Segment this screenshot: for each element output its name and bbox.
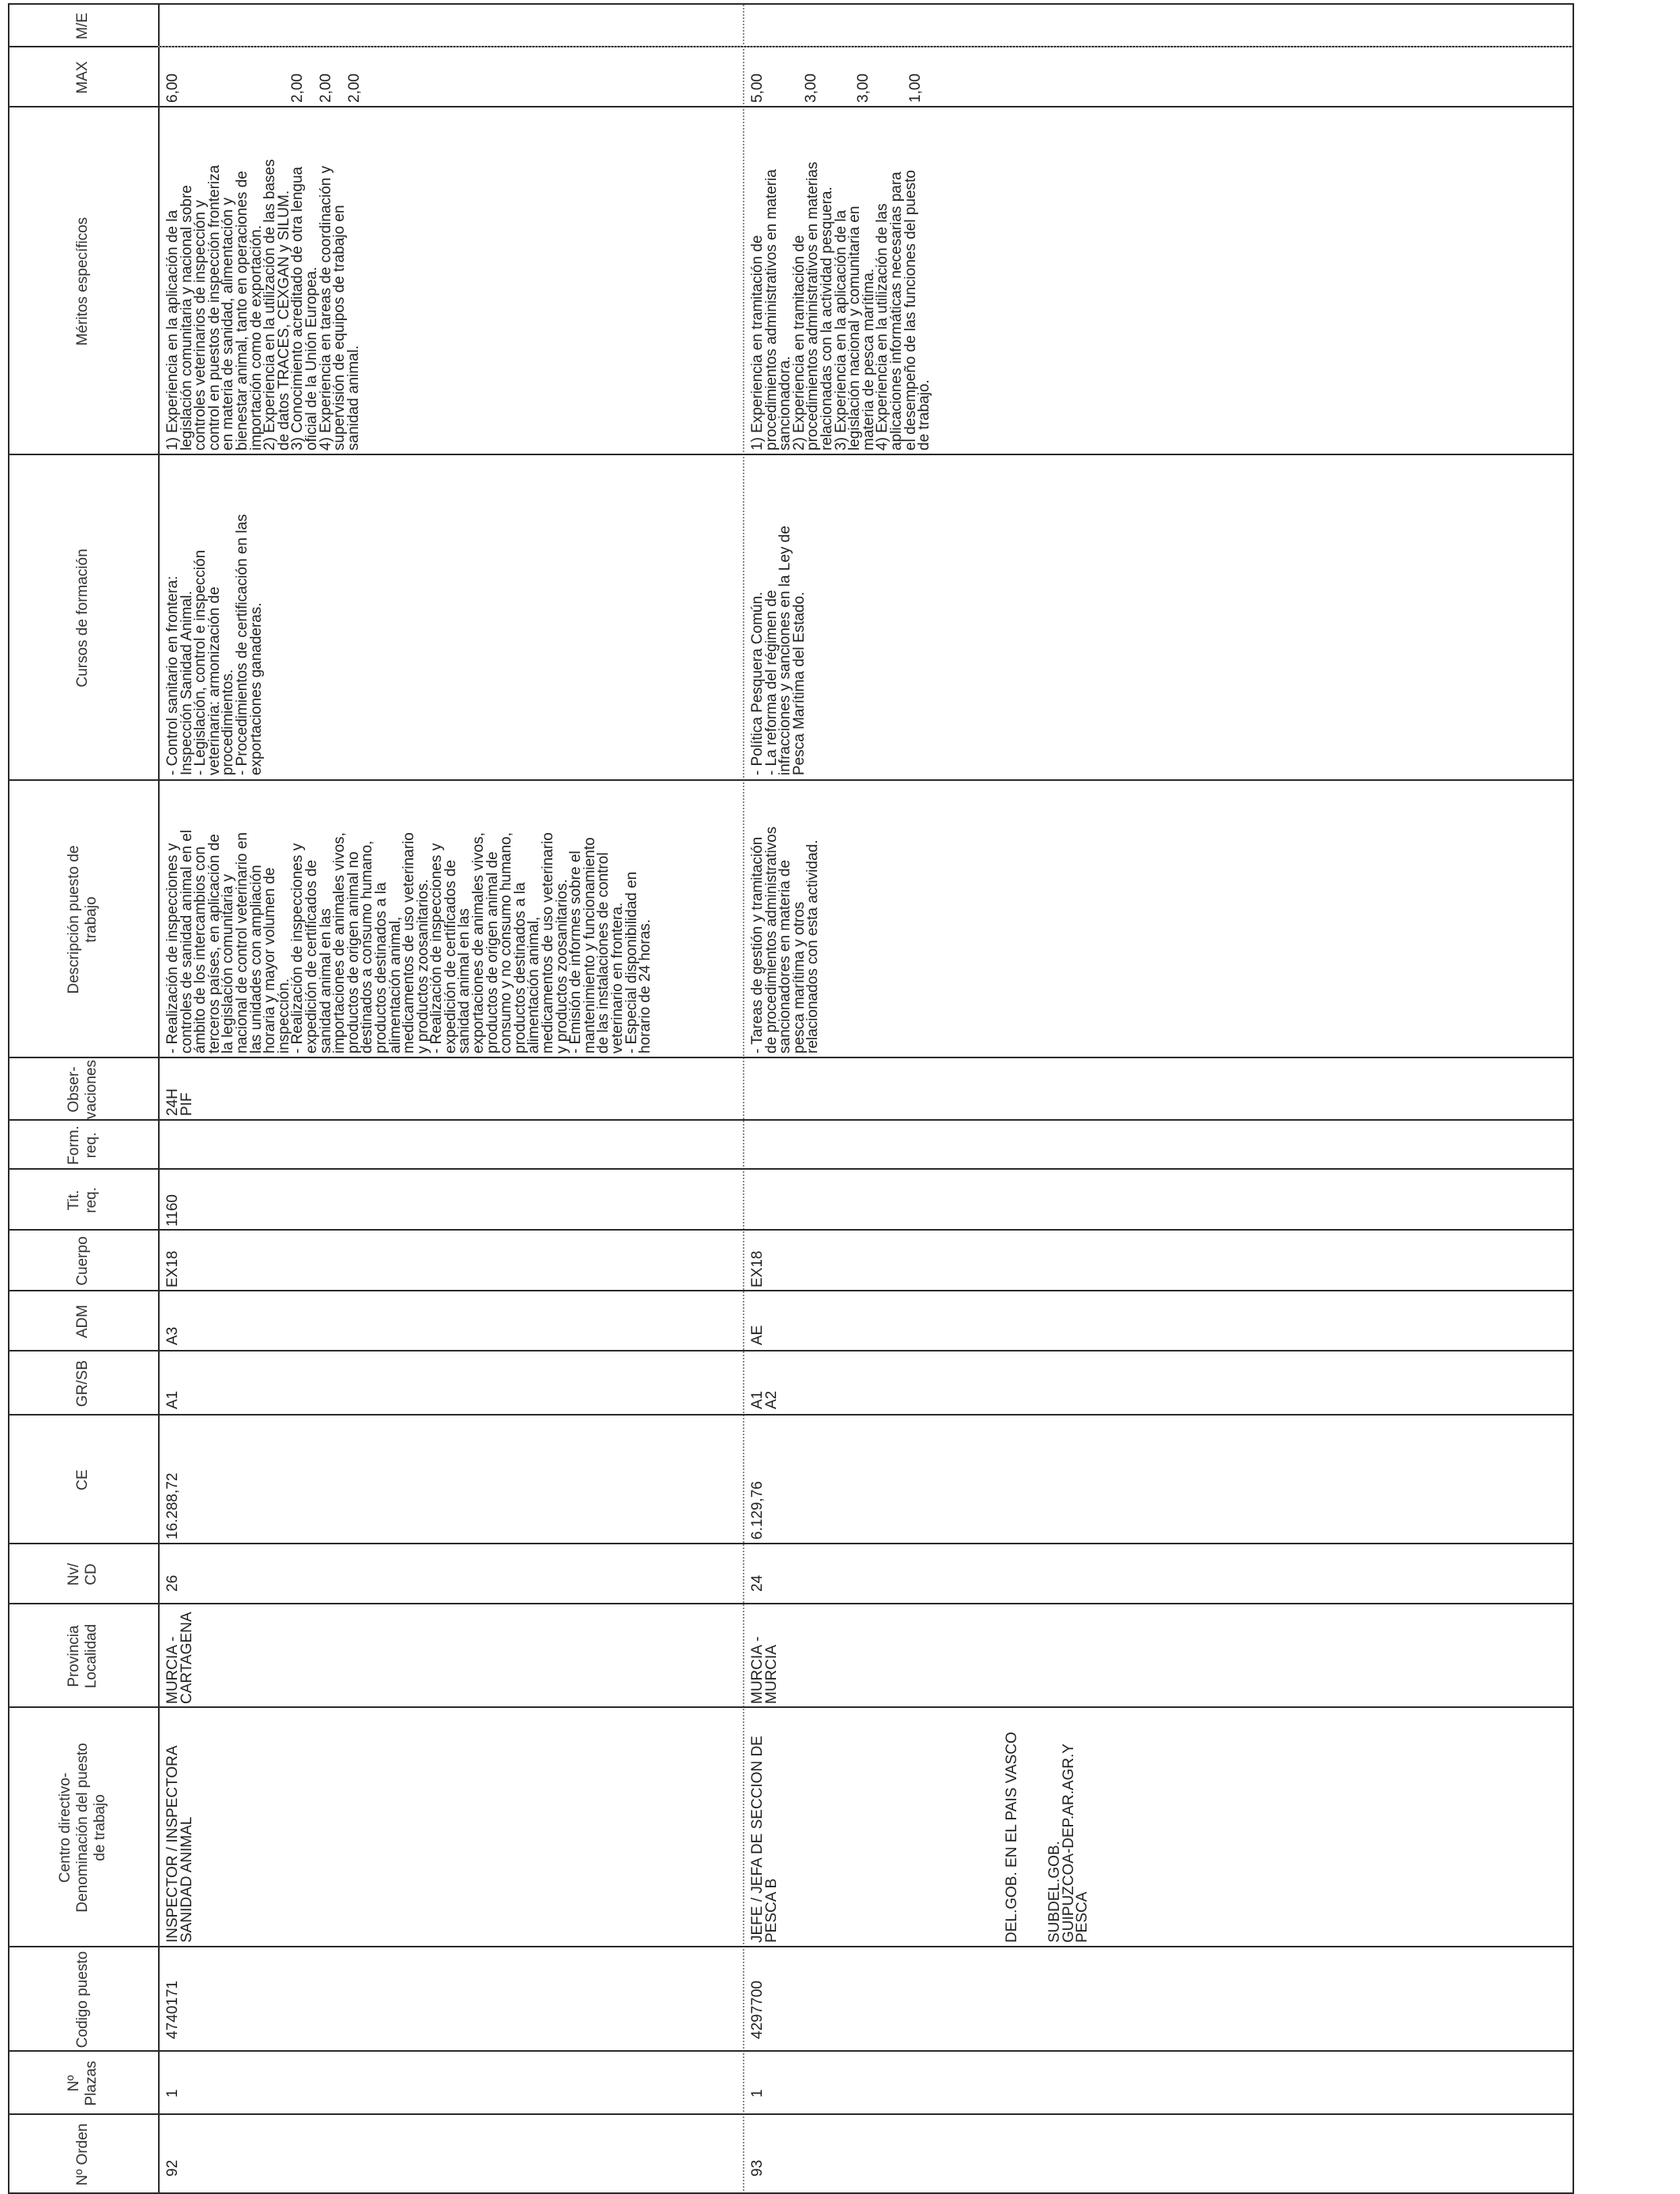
row-93-ce: 6.129,76 — [749, 1481, 766, 1540]
col-line — [8, 1603, 1574, 1604]
header-cuerpo: Cuerpo — [74, 1236, 91, 1286]
row-93-cuerpo: EX18 — [749, 1250, 766, 1287]
col-line — [8, 1414, 1574, 1416]
row-93-descripcion: - Tareas de gestión y tramitación de procedimientos administrativos sancionadores en materia de pesca marítima y otros relacionados con esta actividad. — [749, 826, 822, 1054]
row-92-cuerpo: EX18 — [164, 1250, 181, 1287]
row-92-codigo: 4740171 — [164, 1981, 181, 2039]
header-provincia: Provincia Localidad — [66, 1623, 100, 1689]
header-max: MAX — [74, 61, 91, 94]
row-92-adm: A3 — [164, 1326, 181, 1345]
col-line — [8, 106, 1574, 107]
col-line — [8, 1119, 1574, 1121]
row-92-max-total: 6,00 — [164, 74, 181, 103]
row-92-obs: 24H PIF — [164, 1088, 195, 1116]
row-93-orden: 93 — [749, 2159, 766, 2177]
row-92-cursos: - Control sanitario en frontera: Inspección Sanidad Animal. - Legislación, control e inspección veterinaria: armonización de procedimientos. - Procedimientos de certificación en las exportaciones ganaderas. — [164, 514, 265, 775]
col-line — [8, 1946, 1574, 1947]
row-92-nvcd: 26 — [164, 1574, 181, 1592]
row-93-max-total: 5,00 — [749, 74, 766, 103]
header-cursos: Cursos de formación — [74, 548, 91, 688]
col-line — [8, 1543, 1574, 1544]
col-line — [8, 3, 1574, 5]
row-93-max-item-2: 3,00 — [855, 74, 872, 103]
section-subdelegacion: SUBDEL.GOB. GUIPUZCOA-DEP.AR.AGR.Y PESCA — [1046, 1744, 1091, 1943]
header-adm: ADM — [74, 1304, 91, 1339]
row-93-adm: AE — [749, 1325, 766, 1345]
header-tit: Tit. req. — [66, 1187, 100, 1213]
header-obs: Obser- vaciones — [66, 1060, 100, 1119]
header-me: M/E — [74, 13, 91, 40]
row-92-provincia: MURCIA - CARTAGENA — [164, 1612, 195, 1704]
header-orden: Nº Orden — [74, 2123, 91, 2186]
header-nvcd: Nv/ CD — [66, 1563, 100, 1586]
row-93-max-item-3: 1,00 — [907, 74, 924, 103]
row-93-nvcd: 24 — [749, 1574, 766, 1592]
row-93-grsb: A1 A2 — [749, 1390, 780, 1409]
col-line — [8, 1229, 1574, 1231]
col-line — [8, 454, 1574, 455]
row-92-orden: 92 — [164, 2159, 181, 2177]
section-delegacion: DEL.GOB. EN EL PAIS VASCO — [1004, 1732, 1020, 1943]
col-line — [8, 2113, 1574, 2115]
row-93-cursos: - Política Pesquera Común. - La reforma del régimen de infracciones y sanciones en la Ley de Pesca Marítima del Estado. — [749, 526, 808, 775]
row-92-grsb: A1 — [164, 1390, 181, 1409]
row-92-centro: INSPECTOR / INSPECTORA SANIDAD ANIMAL — [164, 1745, 195, 1943]
header-descripcion: Descripción puesto de trabajo — [66, 845, 100, 994]
row-93-provincia: MURCIA - MURCIA — [749, 1636, 780, 1704]
header-plazas: Nº Plazas — [66, 2060, 100, 2106]
header-codigo: Codigo puesto — [74, 1951, 91, 2049]
header-bottom-border — [158, 5, 160, 2194]
row-92-max-item-3: 2,00 — [346, 74, 363, 103]
col-line — [8, 2050, 1574, 2052]
col-line — [8, 1706, 1574, 1708]
table-bottom-border — [1573, 5, 1574, 2194]
col-line — [8, 1168, 1574, 1170]
col-line — [8, 1350, 1574, 1351]
row-92-max-item-2: 2,00 — [318, 74, 334, 103]
row-93-codigo: 4297700 — [749, 1981, 766, 2039]
row-93-plazas: 1 — [749, 2089, 766, 2098]
row-92-ce: 16.288,72 — [164, 1472, 181, 1540]
header-form: Form. req. — [66, 1125, 100, 1165]
header-meritos: Méritos específicos — [74, 217, 91, 346]
row-92-descripcion: - Realización de inspecciones y controles de sanidad animal en el ámbito de los intercambios con terceros países, en aplicación de la legislación comunitaria y nacional de control veterinario en las unidades con ampliación horaria y mayor volumen de inspección. - Realización de inspecciones y expedición de certificados de sanidad animal en las importaciones de animales vivos, productos de origen animal no destinados a consumo humano, productos destinados a la alimentación animal, medicamentos de uso veterinario y productos zoosanitarios. - Realización de inspecciones y expedición de certificados de sanidad animal en las exportaciones de animales vivos, productos de origen animal de consumo y no consumo humano, productos destinados a la alimentación animal, medicamentos de uso veterinario y productos zoosanitarios. - Emisión de informes sobre el mantenimiento y funcionamiento de las instalaciones de control veterinario en frontera. - Especial disponibilidad en horario de 24 horas. — [164, 829, 654, 1054]
row-93-meritos: 1) Experiencia en tramitación de procedimientos administrativos en materia sancionadora. 2) Experiencia en tramitación de procedimientos administrativos en materias relacionadas con la actividad pesquera. 3) Experiencia en la aplicación de la legislación nacional y comunitaria en materia de pesca marítima. 4) Experiencia en la utilización de las aplicaciones informáticas necesarias para el desempeño de las funciones del puesto de trabajo. — [749, 161, 933, 450]
row-92-plazas: 1 — [164, 2089, 181, 2098]
row-93-centro: JEFE / JEFA DE SECCION DE PESCA B — [749, 1736, 780, 1943]
row-92-max-item-1: 2,00 — [289, 74, 306, 103]
row-92-meritos: 1) Experiencia en la aplicación de la legislación comunitaria y nacional sobre controles veterinarios de inspección y control en puestos de inspección fronteriza en materia de sanidad, alimentación y bienestar animal, tanto en operaciones de importación como de exportación. 2) Experiencia en la utilización de las bases de datos TRACES, CEXGAN y SILUM. 3) Conocimiento acreditado de otra lengua oficial de la Unión Europea. 4) Experiencia en tareas de coordinación y supervisión de equipos de trabajo en sanidad animal. — [164, 159, 362, 450]
col-dots — [158, 46, 1573, 47]
col-line — [8, 779, 1574, 781]
row-92-tit: 1160 — [164, 1194, 181, 1227]
row-separator — [743, 5, 744, 2194]
header-ce: CE — [74, 1469, 91, 1491]
header-centro: Centro directivo- Denominación del puesto de trabajo — [57, 1743, 108, 1913]
row-93-max-item-1: 3,00 — [803, 74, 819, 103]
col-line — [8, 1290, 1574, 1291]
header-grsb: GR/SB — [74, 1359, 91, 1408]
col-line — [8, 1057, 1574, 1058]
